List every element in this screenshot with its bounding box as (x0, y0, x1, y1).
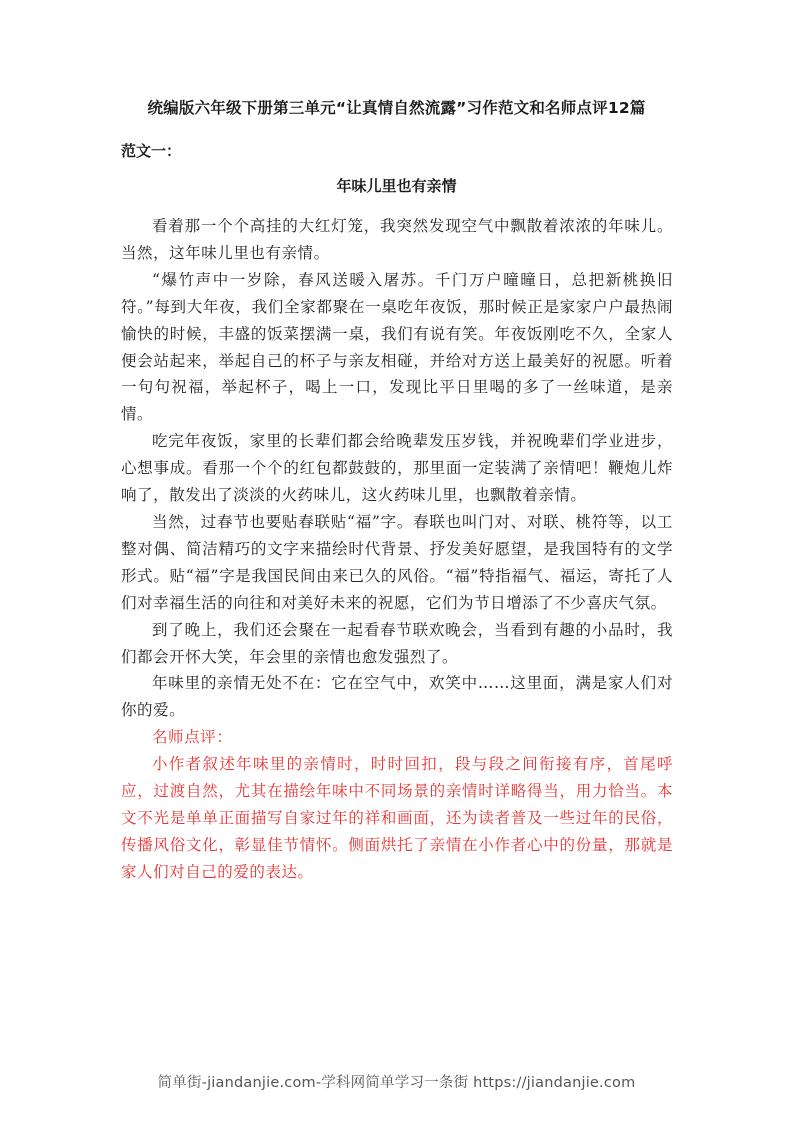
essay-body (121, 213, 673, 886)
teacher-comment-label: 名师点评： (152, 728, 233, 747)
teacher-comment-text: 小作者叙述年味里的亲情时，时时回扣，段与段之间衔接有序，首尾呼应，过渡自然，尤其在描绘年味中不同场景的亲情时详略得当，用力恰当。本文不光是单单正面描写自家过年的祥和画面，还为读者普及一些过年的民俗，传播风俗文化，彰显佳节情怀。侧面烘托了亲情在小作者心中的份量，那就是家人们对自己的爱的表达。 (121, 755, 673, 881)
paragraph: 年味里的亲情无处不在：它在空气中，欢笑中……这里面，满是家人们对你的爱。 (121, 674, 673, 720)
page-footer: 简单街-jiandanjie.com-学科网简单学习一条街 https://jiandanjie.com (157, 1075, 636, 1091)
paragraph: “爆竹声中一岁除，春风送暖入屠苏。千门万户曈曈日，总把新桃换旧符。”每到大年夜，我们全家都聚在一桌吃年夜饭，那时候正是家家户户最热闹愉快的时候，丰盛的饭菜摆满一桌，我们有说有笑。年夜饭刚吃不久，全家人便会站起来，举起自己的杯子与亲友相碰，并给对方送上最美好的祝愿。听着一句句祝福，举起杯子，喝上一口，发现比平日里喝的多了一丝味道，是亲情。 (121, 270, 673, 424)
document-title: 统编版六年级下册第三单元“让真情自然流露”习作范文和名师点评12篇 (147, 99, 646, 117)
section-label: 范文一： (121, 142, 182, 160)
paragraph: 看着那一个个高挂的大红灯笼，我突然发现空气中飘散着浓浓的年味儿。当然，这年味儿里也有亲情。 (121, 217, 673, 262)
essay-title: 年味儿里也有亲情 (336, 177, 457, 195)
paragraph: 到了晚上，我们还会聚在一起看春节联欢晚会，当看到有趣的小品时，我们都会开怀大笑，年会里的亲情也愈发强烈了。 (121, 620, 673, 666)
paragraph: 吃完年夜饭，家里的长辈们都会给晚辈发压岁钱，并祝晚辈们学业进步，心想事成。看那一个个的红包都鼓鼓的，那里面一定装满了亲情吧！鞭炮儿炸响了，散发出了淡淡的火药味儿，这火药味儿里，也飘散着亲情。 (121, 432, 673, 505)
paragraph: 当然，过春节也要贴春联贴“福”字。春联也叫门对、对联、桃符等，以工整对偶、简洁精巧的文字来描绘时代背景、抒发美好愿望，是我国特有的文学形式。贴“福”字是我国民间由来已久的风俗。“福”特指福气、福运，寄托了人们对幸福生活的向往和对美好未来的祝愿，它们为节日增添了不少喜庆气氛。 (121, 512, 673, 612)
